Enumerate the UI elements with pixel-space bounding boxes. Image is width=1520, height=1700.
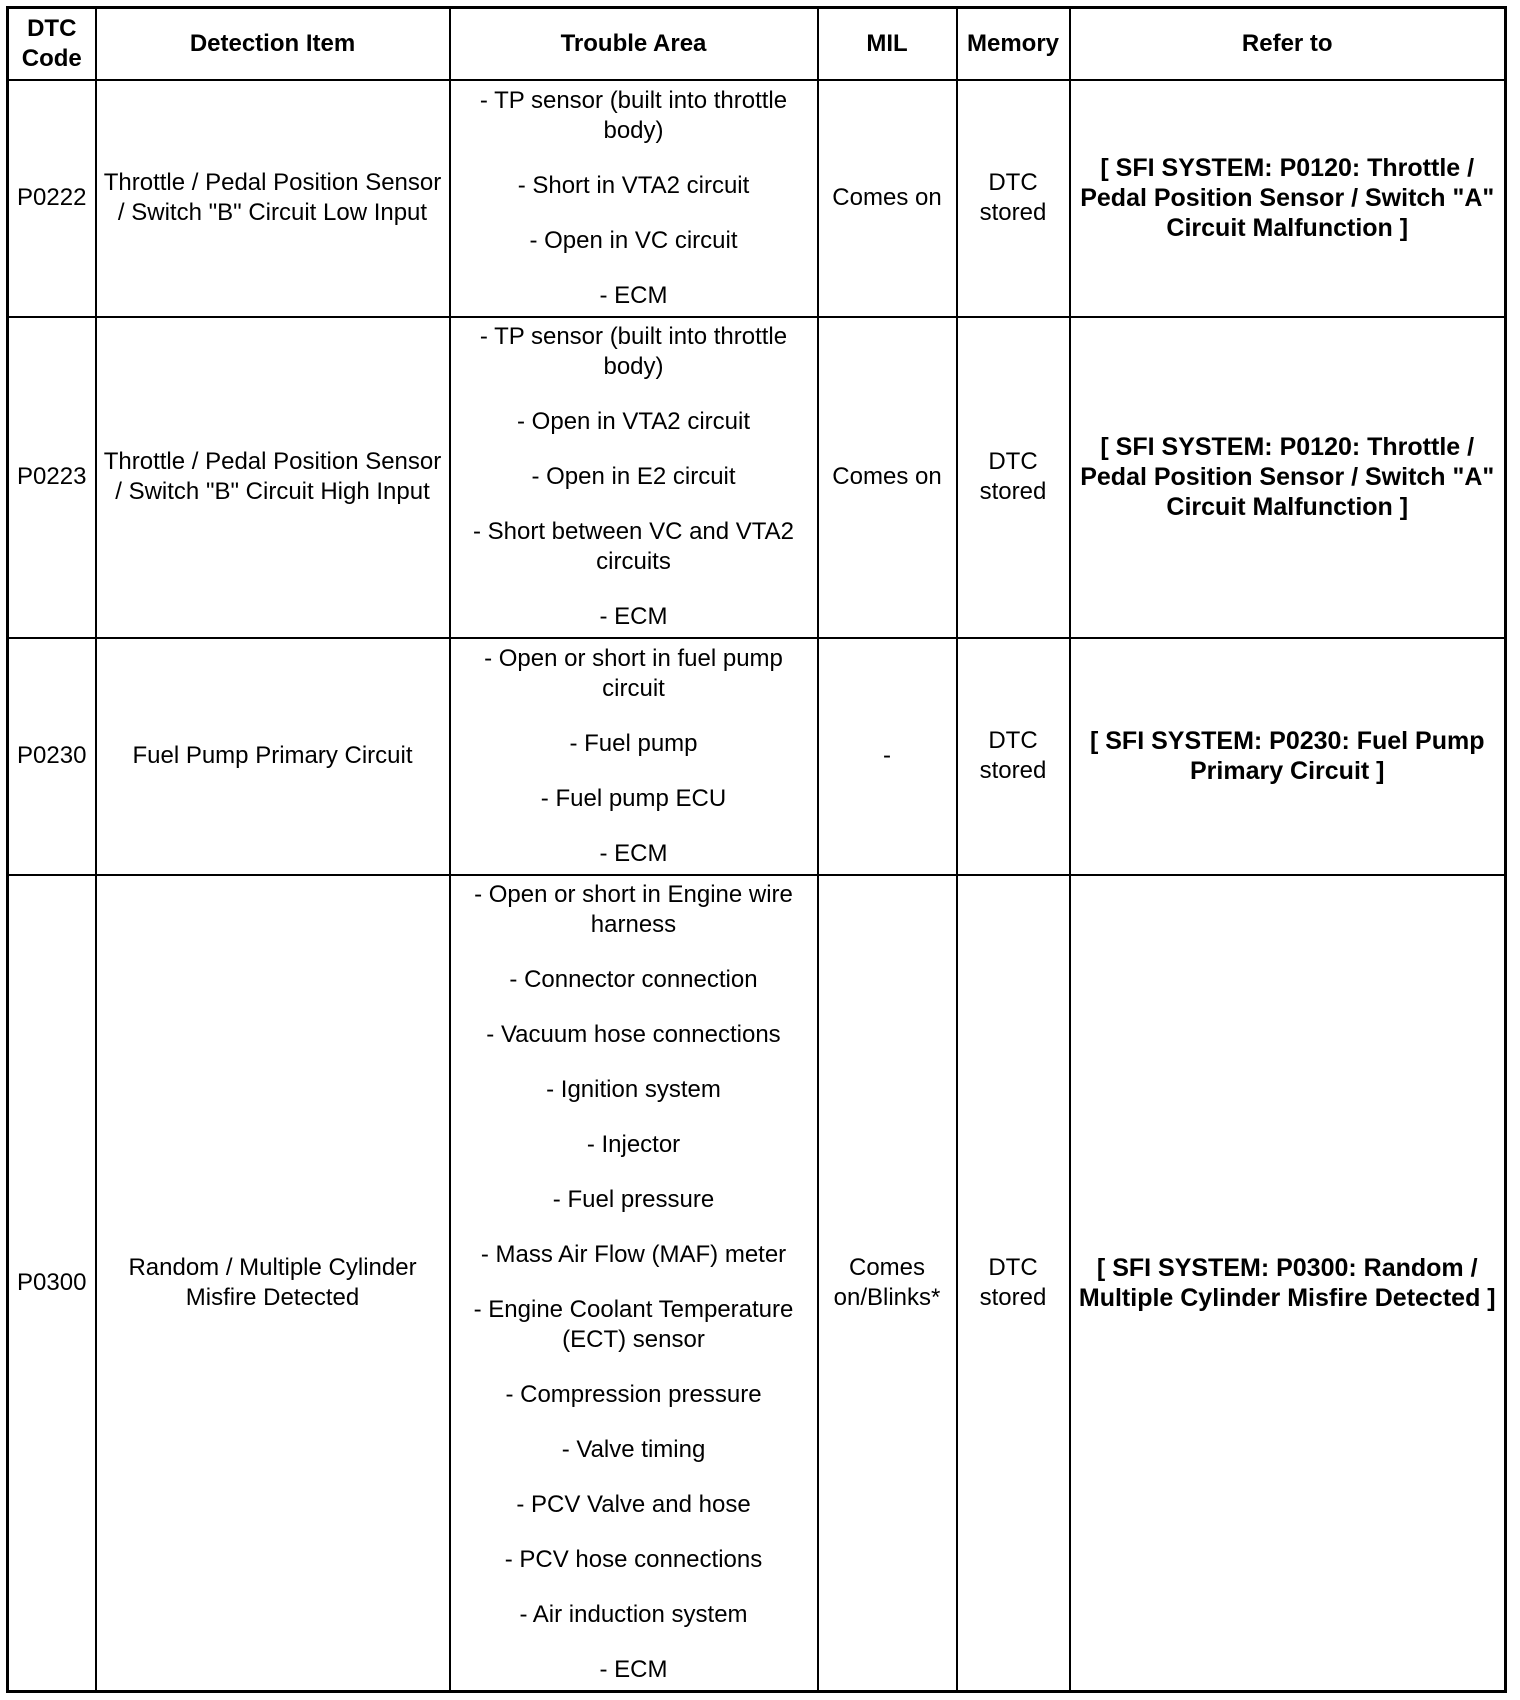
trouble-area-item: - Short between VC and VTA2 circuits (472, 518, 795, 575)
mil-cell: Comes on (818, 317, 957, 638)
trouble-area-item: - PCV hose connections (504, 1546, 763, 1574)
memory-cell: DTC stored (957, 317, 1070, 638)
detection-item-cell: Throttle / Pedal Position Sensor / Switch "B" Circuit Low Input (96, 80, 450, 317)
header-dtc-code: DTC Code (8, 8, 96, 80)
refer-to-link[interactable]: [ SFI SYSTEM: P0230: Fuel Pump Primary Circuit ] (1070, 638, 1506, 875)
detection-item-cell: Random / Multiple Cylinder Misfire Detected (96, 875, 450, 1692)
trouble-area-item: - Fuel pump (569, 729, 698, 757)
header-trouble-area: Trouble Area (450, 8, 818, 80)
trouble-area-item: - Air induction system (519, 1601, 748, 1629)
trouble-area-item: - Open in VTA2 circuit (517, 408, 750, 435)
trouble-area-item: - TP sensor (built into throttle body) (479, 323, 788, 380)
dtc-code-cell: P0222 (8, 80, 96, 317)
trouble-area-cell (450, 317, 818, 638)
header-memory: Memory (957, 8, 1070, 80)
trouble-area-item: - Ignition system (546, 1076, 721, 1104)
trouble-area-list (457, 86, 811, 311)
dtc-table-page (6, 6, 1504, 1690)
trouble-area-list (457, 322, 811, 632)
mil-cell: - (818, 638, 957, 875)
trouble-area-item: - Fuel pump ECU (540, 784, 727, 812)
dtc-code-cell: P0300 (8, 875, 96, 1692)
trouble-area-item: - Open in VC circuit (529, 226, 738, 254)
trouble-area-item: - Mass Air Flow (MAF) meter (480, 1241, 787, 1269)
table-row (8, 80, 1506, 317)
table-row (8, 875, 1506, 1692)
table-row (8, 638, 1506, 875)
trouble-area-item: - Connector connection (509, 966, 758, 994)
dtc-code-cell: P0230 (8, 638, 96, 875)
trouble-area-item: - Valve timing (561, 1436, 706, 1464)
detection-item-cell: Fuel Pump Primary Circuit (96, 638, 450, 875)
dtc-table (6, 6, 1507, 1693)
refer-to-link[interactable]: [ SFI SYSTEM: P0120: Throttle / Pedal Position Sensor / Switch "A" Circuit Malfunction ] (1070, 317, 1506, 638)
trouble-area-item: - Open or short in fuel pump circuit (484, 644, 783, 702)
trouble-area-cell (450, 638, 818, 875)
memory-cell: DTC stored (957, 638, 1070, 875)
mil-cell: Comes on/Blinks* (818, 875, 957, 1692)
trouble-area-item: - ECM (599, 281, 668, 309)
trouble-area-item: - TP sensor (built into throttle body) (479, 86, 788, 144)
trouble-area-item: - Engine Coolant Temperature (ECT) sensor (473, 1296, 794, 1354)
table-row (8, 317, 1506, 638)
table-header-row (8, 8, 1506, 80)
trouble-area-item: - Compression pressure (505, 1381, 762, 1409)
trouble-area-item: - Injector (586, 1131, 681, 1159)
trouble-area-list (457, 880, 811, 1685)
header-detection-item: Detection Item (96, 8, 450, 80)
trouble-area-cell (450, 875, 818, 1692)
trouble-area-cell (450, 80, 818, 317)
refer-to-link[interactable]: [ SFI SYSTEM: P0120: Throttle / Pedal Position Sensor / Switch "A" Circuit Malfunction ] (1070, 80, 1506, 317)
mil-cell: Comes on (818, 80, 957, 317)
memory-cell: DTC stored (957, 80, 1070, 317)
trouble-area-item: - Open or short in Engine wire harness (474, 881, 793, 939)
detection-item-cell: Throttle / Pedal Position Sensor / Switch "B" Circuit High Input (96, 317, 450, 638)
trouble-area-item: - Open in E2 circuit (531, 463, 736, 490)
trouble-area-item: - Fuel pressure (552, 1186, 715, 1214)
refer-to-link[interactable]: [ SFI SYSTEM: P0300: Random / Multiple Cylinder Misfire Detected ] (1070, 875, 1506, 1692)
header-mil: MIL (818, 8, 957, 80)
dtc-code-cell: P0223 (8, 317, 96, 638)
memory-cell: DTC stored (957, 875, 1070, 1692)
trouble-area-item: - PCV Valve and hose (516, 1491, 751, 1519)
trouble-area-item: - Short in VTA2 circuit (517, 171, 750, 199)
trouble-area-list (457, 644, 811, 869)
trouble-area-item: - Vacuum hose connections (486, 1021, 781, 1049)
trouble-area-item: - ECM (599, 1656, 668, 1684)
trouble-area-item: - ECM (599, 839, 668, 867)
trouble-area-item: - ECM (599, 603, 668, 630)
header-refer-to: Refer to (1070, 8, 1506, 80)
